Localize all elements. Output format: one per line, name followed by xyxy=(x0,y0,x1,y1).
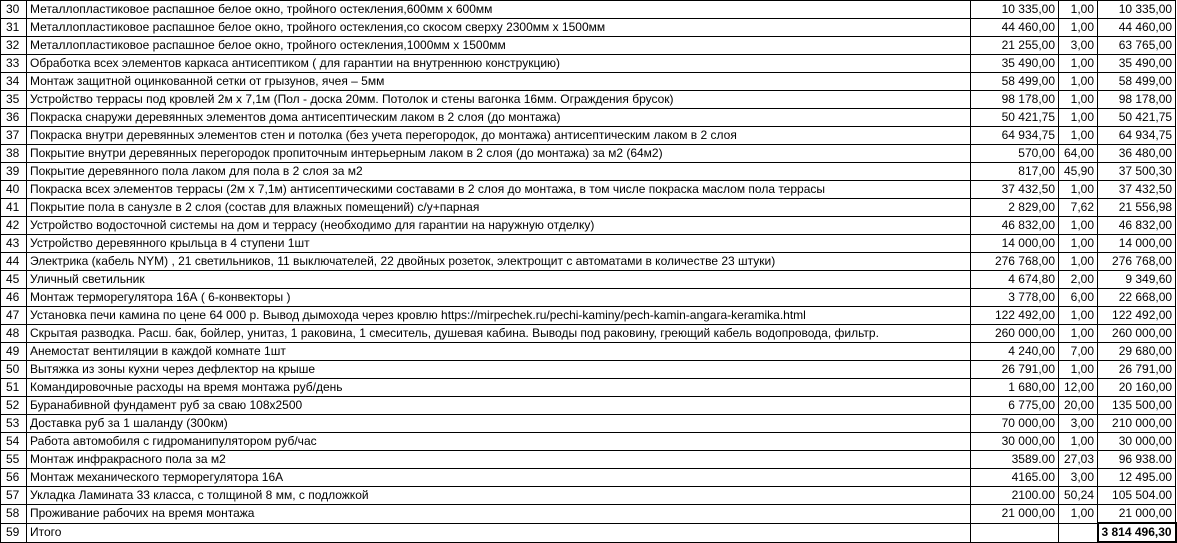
estimate-rows xyxy=(1,1,1176,543)
description-cell[interactable]: Электрика (кабель NYM) , 21 светильников, 11 выключателей, 22 двойных розеток, электрощит с автоматами в количестве 23 штуки) xyxy=(27,253,971,271)
table-row xyxy=(1,109,1176,127)
table-row xyxy=(1,325,1176,343)
quantity-cell[interactable]: 50,24 xyxy=(1059,487,1098,505)
table-row xyxy=(1,1,1176,19)
price-cell[interactable]: 3 778,00 xyxy=(971,289,1059,307)
quantity-cell[interactable]: 1,00 xyxy=(1059,73,1098,91)
row-number-cell[interactable]: 49 xyxy=(1,343,27,361)
row-number-cell[interactable]: 44 xyxy=(1,253,27,271)
row-number-cell[interactable]: 50 xyxy=(1,361,27,379)
row-number-cell[interactable]: 33 xyxy=(1,55,27,73)
table-row xyxy=(1,343,1176,361)
row-number-cell[interactable]: 51 xyxy=(1,379,27,397)
total-row xyxy=(1,523,1176,542)
price-cell[interactable]: 44 460,00 xyxy=(971,19,1059,37)
sum-cell[interactable]: 96 938.00 xyxy=(1098,451,1176,469)
sum-cell[interactable]: 35 490,00 xyxy=(1098,55,1176,73)
row-number-cell[interactable]: 36 xyxy=(1,109,27,127)
total-price-cell[interactable] xyxy=(971,523,1059,542)
table-row xyxy=(1,235,1176,253)
row-number-cell[interactable]: 45 xyxy=(1,271,27,289)
sum-cell[interactable]: 276 768,00 xyxy=(1098,253,1176,271)
sum-cell[interactable]: 26 791,00 xyxy=(1098,361,1176,379)
price-cell[interactable]: 98 178,00 xyxy=(971,91,1059,109)
quantity-cell[interactable]: 3,00 xyxy=(1059,415,1098,433)
table-row xyxy=(1,199,1176,217)
row-number-cell[interactable]: 53 xyxy=(1,415,27,433)
row-number-cell[interactable]: 32 xyxy=(1,37,27,55)
description-cell[interactable]: Установка печи камина по цене 64 000 р. Вывод дымохода через кровлю https://mirpechek.ru/pechi-kaminy/pech-kamin-angara-keramika.html xyxy=(27,307,971,325)
price-cell[interactable]: 26 791,00 xyxy=(971,361,1059,379)
sum-cell[interactable]: 260 000,00 xyxy=(1098,325,1176,343)
price-cell[interactable]: 10 335,00 xyxy=(971,1,1059,19)
total-quantity-cell[interactable] xyxy=(1059,523,1098,542)
sum-cell[interactable]: 46 832,00 xyxy=(1098,217,1176,235)
description-cell[interactable]: Покраска внутри деревянных элементов стен и потолка (без учета перегородок, до монтажа) антисептическим лаком в 2 слоя xyxy=(27,127,971,145)
table-row xyxy=(1,19,1176,37)
table-row xyxy=(1,217,1176,235)
quantity-cell[interactable]: 64,00 xyxy=(1059,145,1098,163)
description-cell[interactable]: Обработка всех элементов каркаса антисептиком ( для гарантии на внутреннюю конструкцию) xyxy=(27,55,971,73)
description-cell[interactable]: Металлопластиковое распашное белое окно, тройного остекления,1000мм х 1500мм xyxy=(27,37,971,55)
sum-cell[interactable]: 210 000,00 xyxy=(1098,415,1176,433)
table-row xyxy=(1,505,1176,524)
row-number-cell[interactable]: 58 xyxy=(1,505,27,524)
table-row xyxy=(1,163,1176,181)
sum-cell[interactable]: 10 335,00 xyxy=(1098,1,1176,19)
price-cell[interactable]: 46 832,00 xyxy=(971,217,1059,235)
price-cell[interactable]: 2100.00 xyxy=(971,487,1059,505)
quantity-cell[interactable]: 3,00 xyxy=(1059,469,1098,487)
quantity-cell[interactable]: 1,00 xyxy=(1059,181,1098,199)
table-row xyxy=(1,361,1176,379)
price-cell[interactable]: 817,00 xyxy=(971,163,1059,181)
table-row xyxy=(1,271,1176,289)
sum-cell[interactable]: 98 178,00 xyxy=(1098,91,1176,109)
table-row xyxy=(1,37,1176,55)
quantity-cell[interactable]: 1,00 xyxy=(1059,217,1098,235)
price-cell[interactable]: 64 934,75 xyxy=(971,127,1059,145)
description-cell[interactable]: Покрытие деревянного пола лаком для пола в 2 слоя за м2 xyxy=(27,163,971,181)
description-cell[interactable]: Устройство водосточной системы на дом и террасу (необходимо для гарантии на наружную отделку) xyxy=(27,217,971,235)
row-number-cell[interactable]: 39 xyxy=(1,163,27,181)
row-number-cell[interactable]: 48 xyxy=(1,325,27,343)
quantity-cell[interactable]: 1,00 xyxy=(1059,109,1098,127)
row-number-cell[interactable]: 34 xyxy=(1,73,27,91)
sum-cell[interactable]: 36 480,00 xyxy=(1098,145,1176,163)
description-cell[interactable]: Скрытая разводка. Расш. бак, бойлер, унитаз, 1 раковина, 1 смеситель, душевая кабина. Выводы под раковину, греющий кабель водопровода, фильтр. xyxy=(27,325,971,343)
sum-cell[interactable]: 14 000,00 xyxy=(1098,235,1176,253)
row-number-cell[interactable]: 43 xyxy=(1,235,27,253)
price-cell[interactable]: 4 674,80 xyxy=(971,271,1059,289)
quantity-cell[interactable]: 1,00 xyxy=(1059,235,1098,253)
table-row xyxy=(1,91,1176,109)
description-cell[interactable]: Покрытие пола в санузле в 2 слоя (состав для влажных помещений) с/у+парная xyxy=(27,199,971,217)
quantity-cell[interactable]: 27,03 xyxy=(1059,451,1098,469)
price-cell[interactable]: 14 000,00 xyxy=(971,235,1059,253)
price-cell[interactable]: 21 255,00 xyxy=(971,37,1059,55)
sum-cell[interactable]: 44 460,00 xyxy=(1098,19,1176,37)
sum-cell[interactable]: 63 765,00 xyxy=(1098,37,1176,55)
table-row xyxy=(1,379,1176,397)
price-cell[interactable]: 58 499,00 xyxy=(971,73,1059,91)
price-cell[interactable]: 3589.00 xyxy=(971,451,1059,469)
table-row xyxy=(1,181,1176,199)
row-number-cell[interactable]: 30 xyxy=(1,1,27,19)
price-cell[interactable]: 2 829,00 xyxy=(971,199,1059,217)
description-cell[interactable]: Устройство деревянного крыльца в 4 ступени 1шт xyxy=(27,235,971,253)
description-cell[interactable]: Укладка Ламината 33 класса, с толщиной 8 мм, с подложкой xyxy=(27,487,971,505)
description-cell[interactable]: Покрытие внутри деревянных перегородок пропиточным интерьерным лаком в 2 слоя (до монтажа) за м2 (64м2) xyxy=(27,145,971,163)
quantity-cell[interactable]: 1,00 xyxy=(1059,91,1098,109)
table-row xyxy=(1,307,1176,325)
sum-cell[interactable]: 37 432,50 xyxy=(1098,181,1176,199)
description-cell[interactable]: Устройство террасы под кровлей 2м х 7,1м (Пол - доска 20мм. Потолок и стены вагонка 16мм. Ограждения брусок) xyxy=(27,91,971,109)
quantity-cell[interactable]: 1,00 xyxy=(1059,307,1098,325)
table-row xyxy=(1,469,1176,487)
row-number-cell[interactable]: 52 xyxy=(1,397,27,415)
table-row xyxy=(1,397,1176,415)
price-cell[interactable]: 21 000,00 xyxy=(971,505,1059,524)
quantity-cell[interactable]: 1,00 xyxy=(1059,433,1098,451)
sum-cell[interactable]: 12 495.00 xyxy=(1098,469,1176,487)
quantity-cell[interactable]: 6,00 xyxy=(1059,289,1098,307)
sum-cell[interactable]: 122 492,00 xyxy=(1098,307,1176,325)
row-number-cell[interactable]: 47 xyxy=(1,307,27,325)
row-number-cell[interactable]: 54 xyxy=(1,433,27,451)
row-number-cell[interactable]: 38 xyxy=(1,145,27,163)
sum-cell[interactable]: 58 499,00 xyxy=(1098,73,1176,91)
price-cell[interactable]: 276 768,00 xyxy=(971,253,1059,271)
sum-cell[interactable]: 37 500,30 xyxy=(1098,163,1176,181)
row-number-cell[interactable]: 42 xyxy=(1,217,27,235)
row-number-cell[interactable]: 35 xyxy=(1,91,27,109)
description-cell[interactable]: Монтаж инфракрасного пола за м2 xyxy=(27,451,971,469)
price-cell[interactable]: 50 421,75 xyxy=(971,109,1059,127)
row-number-cell[interactable]: 46 xyxy=(1,289,27,307)
total-sum-cell[interactable]: 3 814 496,30 xyxy=(1098,523,1176,542)
description-cell[interactable]: Монтаж механического терморегулятора 16А xyxy=(27,469,971,487)
sum-cell[interactable]: 105 504.00 xyxy=(1098,487,1176,505)
table-row xyxy=(1,145,1176,163)
table-row xyxy=(1,433,1176,451)
price-cell[interactable]: 4 240,00 xyxy=(971,343,1059,361)
price-cell[interactable]: 30 000,00 xyxy=(971,433,1059,451)
quantity-cell[interactable]: 1,00 xyxy=(1059,19,1098,37)
table-row xyxy=(1,487,1176,505)
quantity-cell[interactable]: 2,00 xyxy=(1059,271,1098,289)
table-row xyxy=(1,415,1176,433)
quantity-cell[interactable]: 1,00 xyxy=(1059,55,1098,73)
table-row xyxy=(1,451,1176,469)
price-cell[interactable]: 570,00 xyxy=(971,145,1059,163)
sum-cell[interactable]: 20 160,00 xyxy=(1098,379,1176,397)
price-cell[interactable]: 122 492,00 xyxy=(971,307,1059,325)
description-cell[interactable]: Монтаж терморегулятора 16А ( 6-конвекторы ) xyxy=(27,289,971,307)
total-row-number-cell[interactable]: 59 xyxy=(1,523,27,542)
sum-cell[interactable]: 9 349,60 xyxy=(1098,271,1176,289)
description-cell[interactable]: Монтаж защитной оцинкованной сетки от грызунов, ячея – 5мм xyxy=(27,73,971,91)
row-number-cell[interactable]: 41 xyxy=(1,199,27,217)
price-cell[interactable]: 260 000,00 xyxy=(971,325,1059,343)
total-label-cell[interactable]: Итого xyxy=(27,523,971,542)
row-number-cell[interactable]: 37 xyxy=(1,127,27,145)
table-row xyxy=(1,127,1176,145)
quantity-cell[interactable]: 12,00 xyxy=(1059,379,1098,397)
description-cell[interactable]: Буранабивной фундамент руб за сваю 108х2500 xyxy=(27,397,971,415)
row-number-cell[interactable]: 31 xyxy=(1,19,27,37)
price-cell[interactable]: 35 490,00 xyxy=(971,55,1059,73)
sum-cell[interactable]: 29 680,00 xyxy=(1098,343,1176,361)
sum-cell[interactable]: 30 000,00 xyxy=(1098,433,1176,451)
description-cell[interactable]: Металлопластиковое распашное белое окно, тройного остекления,600мм х 600мм xyxy=(27,1,971,19)
price-cell[interactable]: 70 000,00 xyxy=(971,415,1059,433)
description-cell[interactable]: Уличный светильник xyxy=(27,271,971,289)
quantity-cell[interactable]: 1,00 xyxy=(1059,127,1098,145)
description-cell[interactable]: Вытяжка из зоны кухни через дефлектор на крыше xyxy=(27,361,971,379)
sum-cell[interactable]: 135 500,00 xyxy=(1098,397,1176,415)
quantity-cell[interactable]: 20,00 xyxy=(1059,397,1098,415)
sum-cell[interactable]: 21 000,00 xyxy=(1098,505,1176,524)
row-number-cell[interactable]: 57 xyxy=(1,487,27,505)
description-cell[interactable]: Покраска снаружи деревянных элементов дома антисептическим лаком в 2 слоя (до монтажа) xyxy=(27,109,971,127)
sum-cell[interactable]: 50 421,75 xyxy=(1098,109,1176,127)
price-cell[interactable]: 6 775,00 xyxy=(971,397,1059,415)
description-cell[interactable]: Работа автомобиля с гидроманипулятором руб/час xyxy=(27,433,971,451)
price-cell[interactable]: 4165.00 xyxy=(971,469,1059,487)
description-cell[interactable]: Покраска всех элементов террасы (2м х 7,1м) антисептическими составами в 2 слоя до монтажа, в том числе покраска маслом пола террасы xyxy=(27,181,971,199)
quantity-cell[interactable]: 1,00 xyxy=(1059,325,1098,343)
row-number-cell[interactable]: 40 xyxy=(1,181,27,199)
table-row xyxy=(1,289,1176,307)
price-cell[interactable]: 37 432,50 xyxy=(971,181,1059,199)
quantity-cell[interactable]: 1,00 xyxy=(1059,361,1098,379)
quantity-cell[interactable]: 1,00 xyxy=(1059,505,1098,524)
quantity-cell[interactable]: 1,00 xyxy=(1059,253,1098,271)
sum-cell[interactable]: 22 668,00 xyxy=(1098,289,1176,307)
sum-cell[interactable]: 21 556,98 xyxy=(1098,199,1176,217)
quantity-cell[interactable]: 45,90 xyxy=(1059,163,1098,181)
table-row xyxy=(1,73,1176,91)
table-row xyxy=(1,253,1176,271)
description-cell[interactable]: Командировочные расходы на время монтажа руб/день xyxy=(27,379,971,397)
description-cell[interactable]: Проживание рабочих на время монтажа xyxy=(27,505,971,524)
description-cell[interactable]: Доставка руб за 1 шаланду (300км) xyxy=(27,415,971,433)
quantity-cell[interactable]: 3,00 xyxy=(1059,37,1098,55)
quantity-cell[interactable]: 7,62 xyxy=(1059,199,1098,217)
quantity-cell[interactable]: 7,00 xyxy=(1059,343,1098,361)
description-cell[interactable]: Анемостат вентиляции в каждой комнате 1шт xyxy=(27,343,971,361)
row-number-cell[interactable]: 55 xyxy=(1,451,27,469)
row-number-cell[interactable]: 56 xyxy=(1,469,27,487)
table-row xyxy=(1,55,1176,73)
quantity-cell[interactable]: 1,00 xyxy=(1059,1,1098,19)
description-cell[interactable]: Металлопластиковое распашное белое окно, тройного остекления,со скосом сверху 2300мм х 1500мм xyxy=(27,19,971,37)
price-cell[interactable]: 1 680,00 xyxy=(971,379,1059,397)
sum-cell[interactable]: 64 934,75 xyxy=(1098,127,1176,145)
